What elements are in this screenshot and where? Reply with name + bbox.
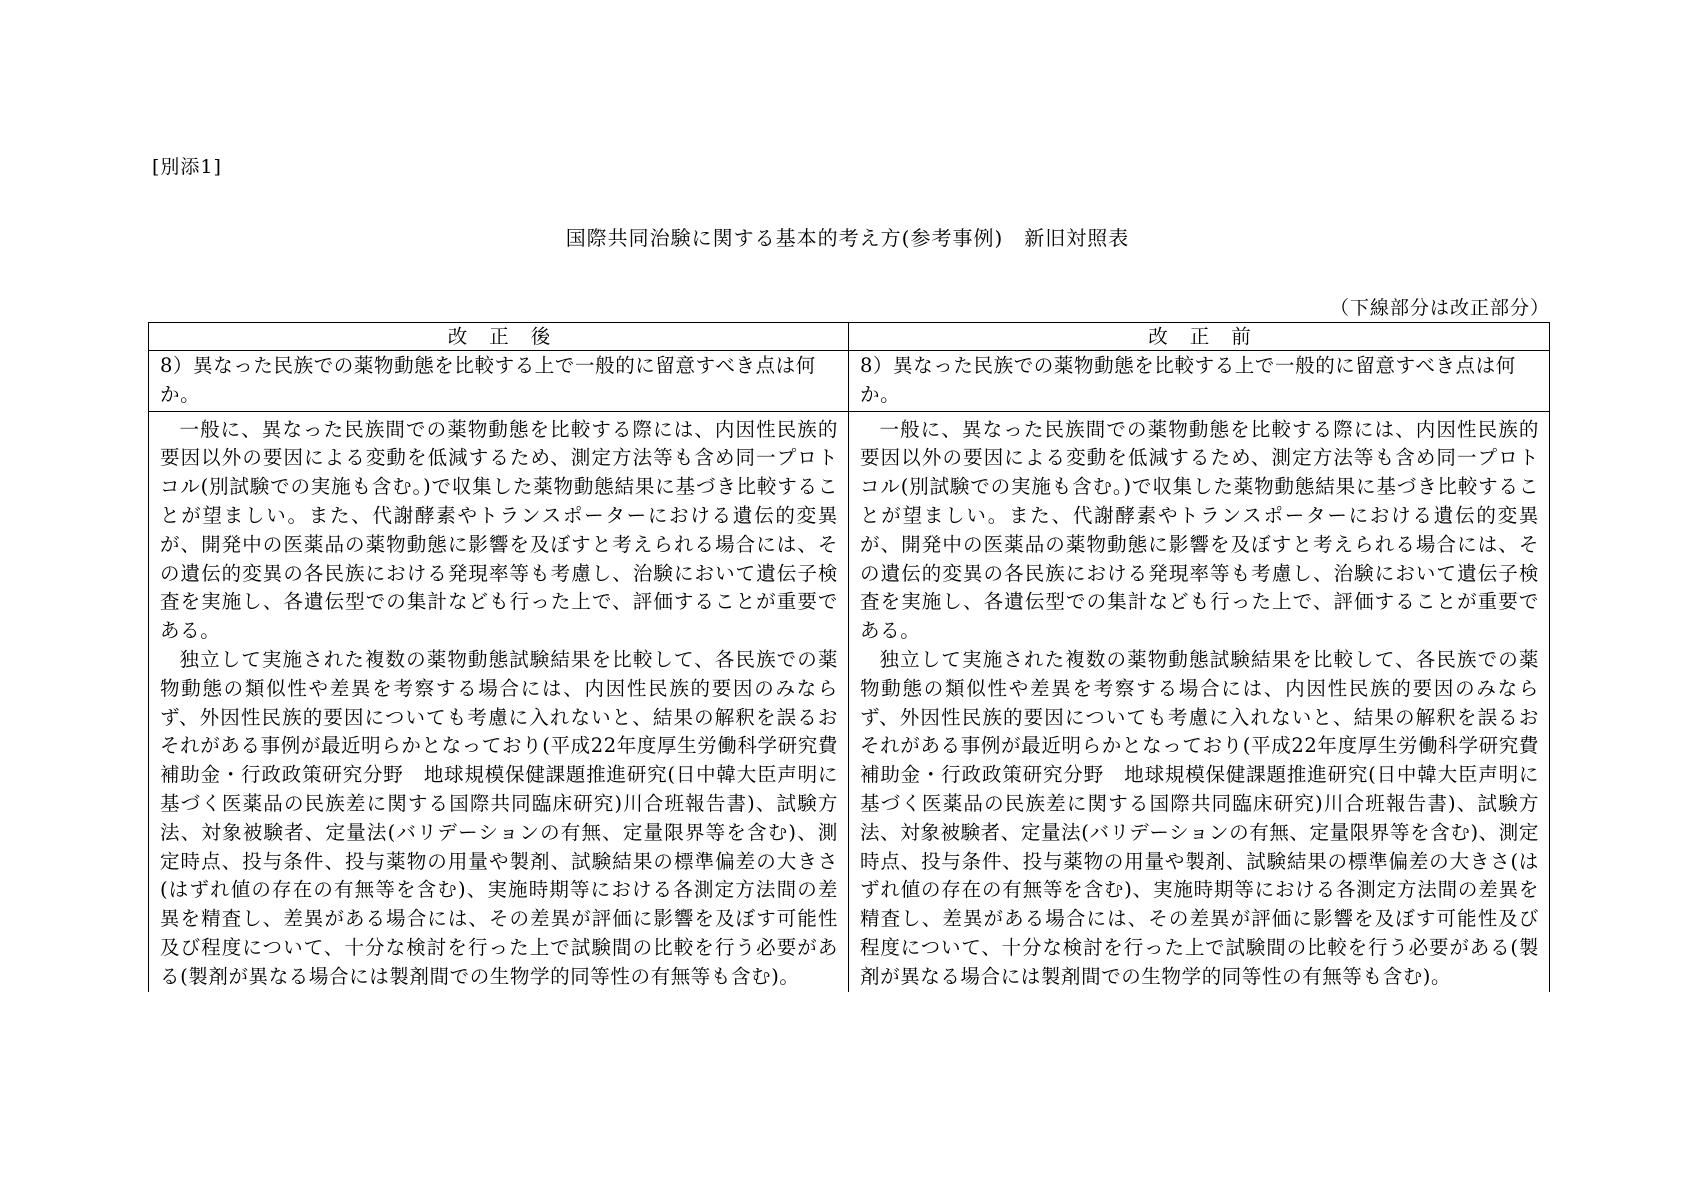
header-revised: 改正後 [149, 323, 849, 351]
revised-answer-cell [149, 411, 849, 991]
revised-paragraph-2: 独立して実施された複数の薬物動態試験結果を比較して、各民族での薬物動態の類似性や差異を考察する場合には、内因性民族的要因のみならず、外因性民族的要因についても考慮に入れないと、結果の解釈を誤るおそれがある事例が最近明らかとなっており(平成22年度厚生労働科学研究費補助金・行政政策研究分野 地球規模保健課題推進研究(日中韓大臣声明に基づく医薬品の民族差に関する国際共同臨床研究)川合班報告書)、試験方法、対象被験者、定量法(バリデーションの有無、定量限界等を含む)、測定時点、投与条件、投与薬物の用量や製剤、試験結果の標準偏差の大きさ(はずれ値の存在の有無等を含む)、実施時期等における各測定方法間の差異を精査し、差異がある場合には、その差異が評価に影響を及ぼす可能性及び程度について、十分な検討を行った上で試験間の比較を行う必要がある(製剤が異なる場合には製剤間での生物学的同等性の有無等も含む)。 [160, 647, 838, 988]
question-row [149, 351, 1550, 412]
table-header-row [149, 323, 1550, 351]
previous-paragraph-1: 一般に、異なった民族間での薬物動態を比較する際には、内因性民族的要因以外の要因による変動を低減するため、測定方法等も含め同一プロトコル(別試験での実施も含む。)で収集した薬物動態結果に基づき比較することが望ましい。また、代謝酵素やトランスポーターにおける遺伝的変異が、開発中の医薬品の薬物動態に影響を及ぼすと考えられる場合には、その遺伝的変異の各民族における発現率等も考慮し、治験において遺伝子検査を実施し、各遺伝型での集計なども行った上で、評価することが重要である。 [860, 417, 1539, 643]
previous-answer-cell [849, 411, 1550, 991]
document-title: 国際共同治験に関する基本的考え方(参考事例) 新旧対照表 [565, 226, 1130, 250]
attachment-label: [別添1] [152, 156, 222, 178]
answer-row [149, 411, 1550, 991]
comparison-table [148, 322, 1550, 992]
revision-note: （下線部分は改正部分） [1329, 297, 1550, 319]
revised-question: 8）異なった民族での薬物動態を比較する上で一般的に留意すべき点は何か。 [149, 351, 849, 412]
previous-question: 8）異なった民族での薬物動態を比較する上で一般的に留意すべき点は何か。 [849, 351, 1550, 412]
revised-paragraph-1: 一般に、異なった民族間での薬物動態を比較する際には、内因性民族的要因以外の要因による変動を低減するため、測定方法等も含め同一プロトコル(別試験での実施も含む。)で収集した薬物動態結果に基づき比較することが望ましい。また、代謝酵素やトランスポーターにおける遺伝的変異が、開発中の医薬品の薬物動態に影響を及ぼすと考えられる場合には、その遺伝的変異の各民族における発現率等も考慮し、治験において遺伝子検査を実施し、各遺伝型での集計なども行った上で、評価することが重要である。 [160, 417, 838, 643]
previous-paragraph-2: 独立して実施された複数の薬物動態試験結果を比較して、各民族での薬物動態の類似性や差異を考察する場合には、内因性民族的要因のみならず、外因性民族的要因についても考慮に入れないと、結果の解釈を誤るおそれがある事例が最近明らかとなっており(平成22年度厚生労働科学研究費補助金・行政政策研究分野 地球規模保健課題推進研究(日中韓大臣声明に基づく医薬品の民族差に関する国際共同臨床研究)川合班報告書)、試験方法、対象被験者、定量法(バリデーションの有無、定量限界等を含む)、測定時点、投与条件、投与薬物の用量や製剤、試験結果の標準偏差の大きさ(はずれ値の存在の有無等を含む)、実施時期等における各測定方法間の差異を精査し、差異がある場合には、その差異が評価に影響を及ぼす可能性及び程度について、十分な検討を行った上で試験間の比較を行う必要がある(製剤が異なる場合には製剤間での生物学的同等性の有無等も含む)。 [860, 647, 1539, 988]
header-previous: 改正前 [849, 323, 1550, 351]
